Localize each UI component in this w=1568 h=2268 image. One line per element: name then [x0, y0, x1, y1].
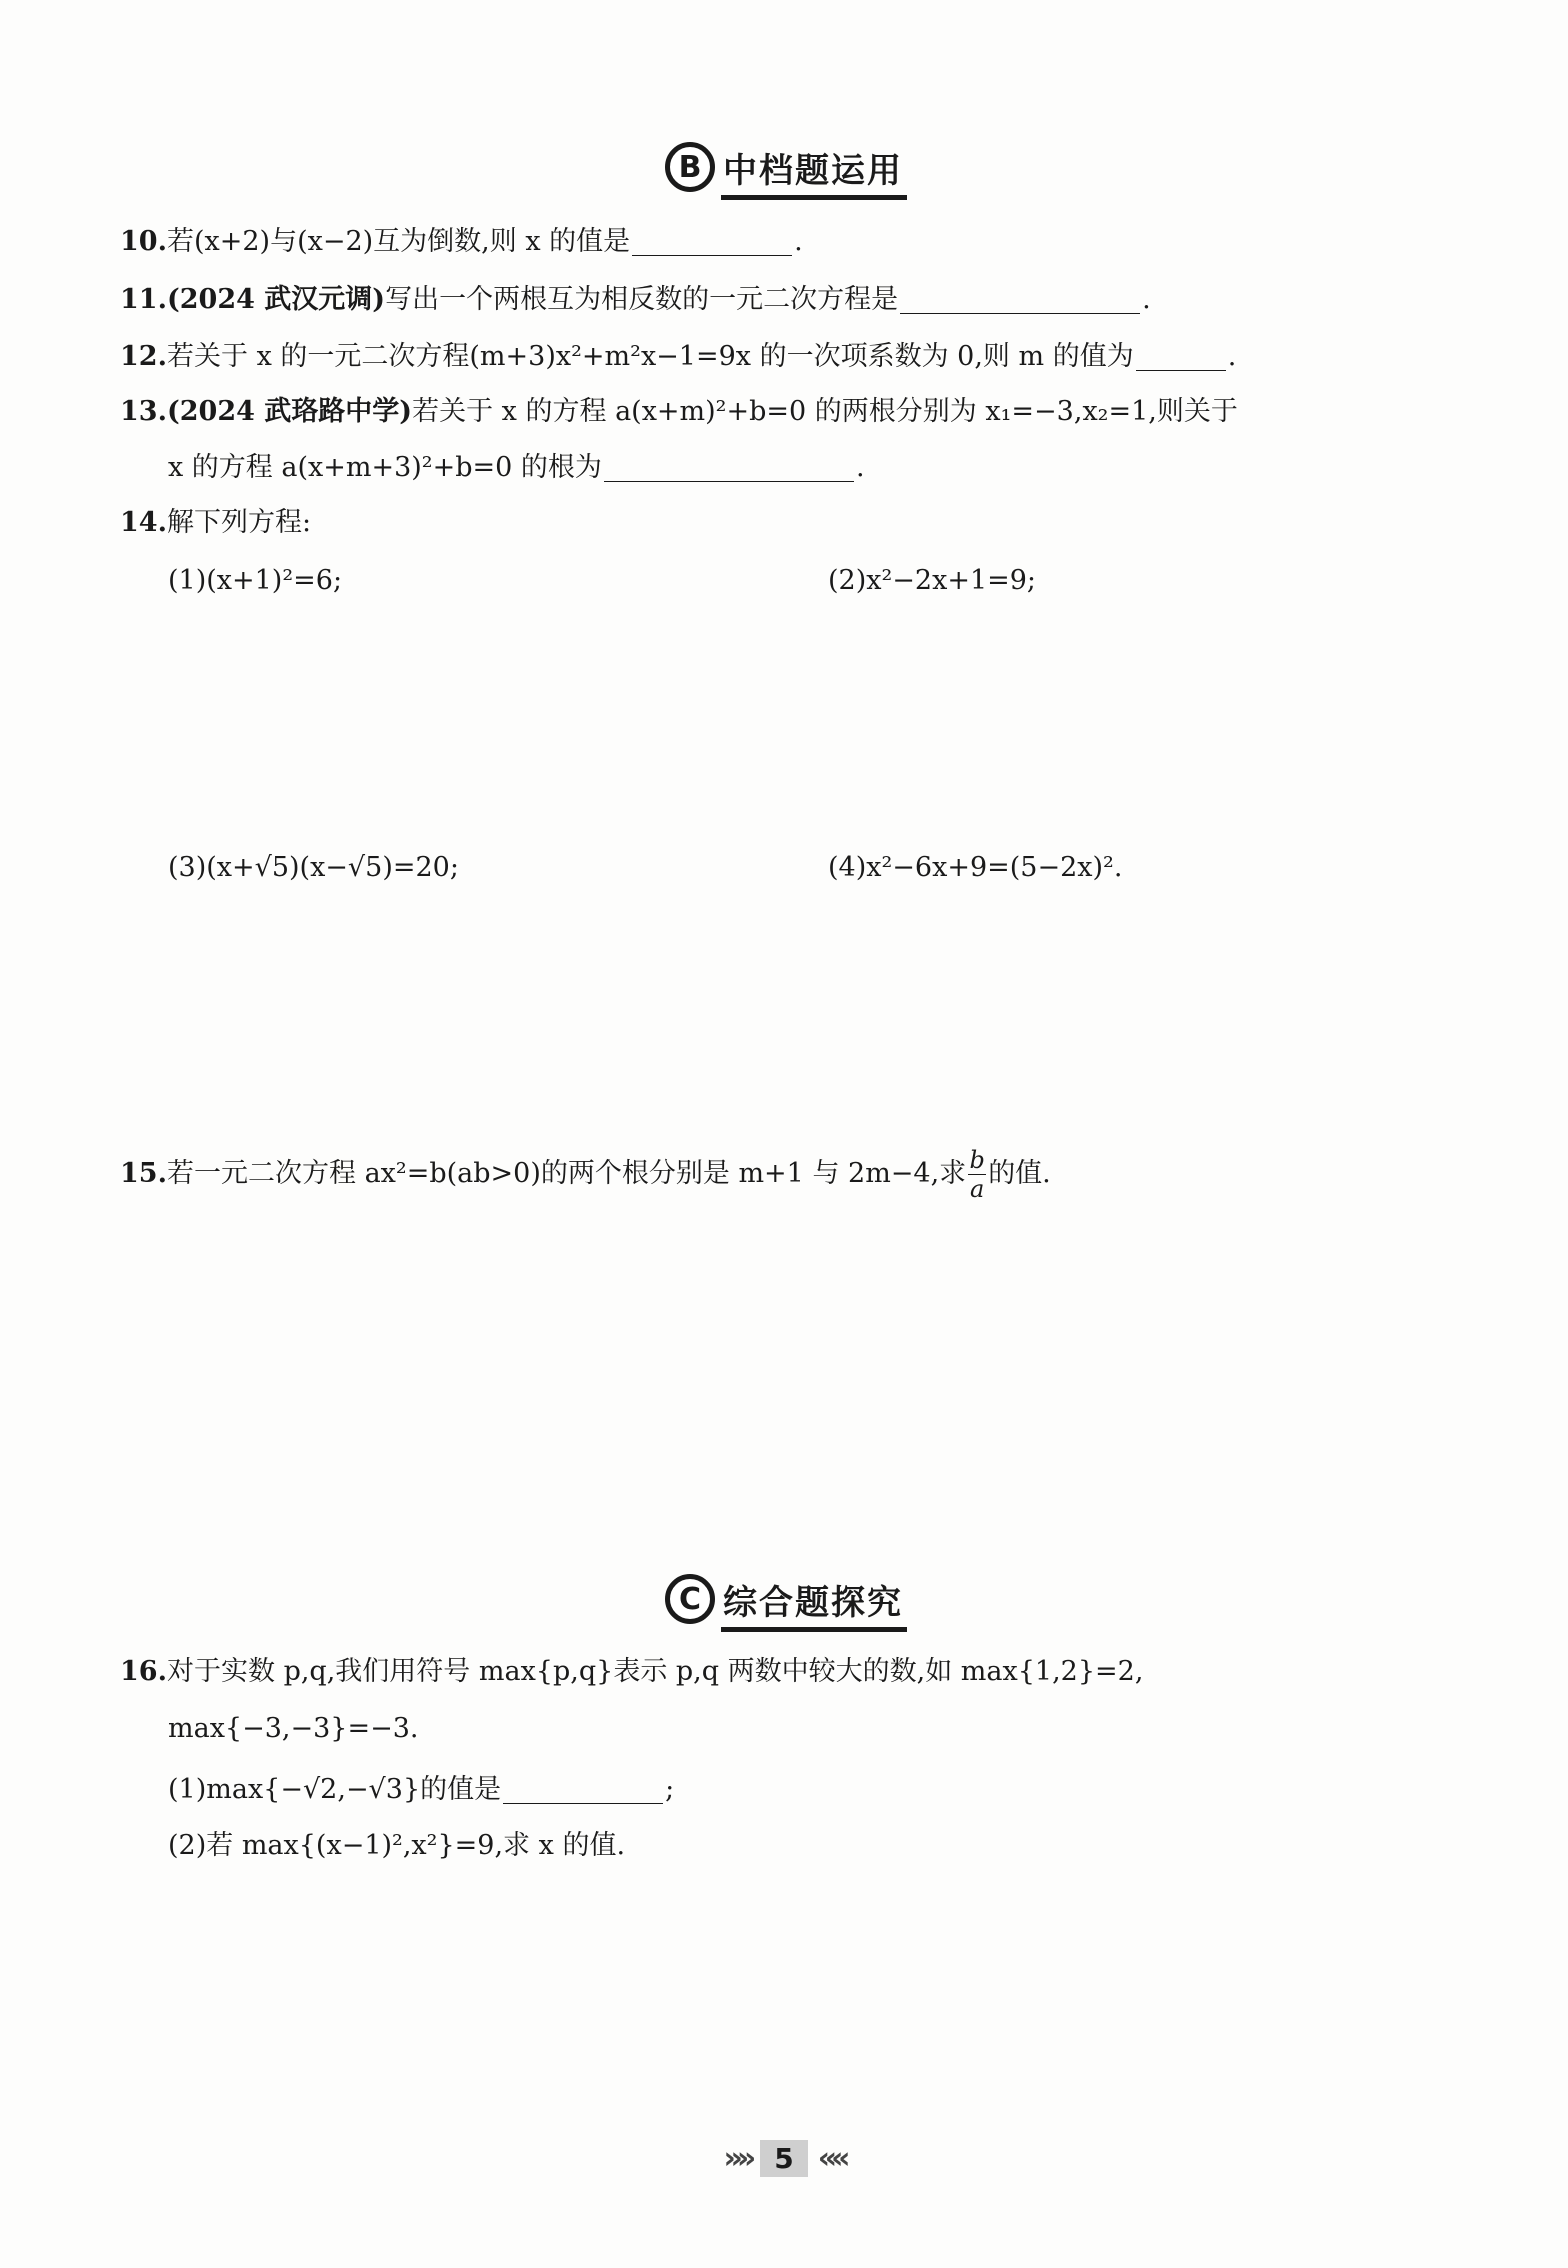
- question-10-answer-blank[interactable]: [632, 225, 792, 256]
- question-16-answer-blank[interactable]: [503, 1773, 663, 1804]
- question-15-fraction: [968, 1148, 986, 1201]
- page-number: 5: [760, 2140, 807, 2177]
- question-13-answer-blank[interactable]: [604, 451, 854, 482]
- question-11: [120, 280, 1151, 320]
- question-13-text: 若关于 x 的方程 a(x+m)²+b=0 的两根分别为 x₁=−3,x₂=1,则关于: [412, 396, 1238, 427]
- section-b-title: 中档题运用: [723, 150, 903, 191]
- question-14-number: 14.: [120, 507, 167, 538]
- question-11-end: .: [1142, 284, 1151, 315]
- question-13-number: 13.: [120, 396, 167, 427]
- section-b-underline: [721, 195, 907, 200]
- section-c-title: 综合题探究: [723, 1582, 903, 1623]
- section-b-badge: B: [665, 142, 715, 192]
- question-10-end: .: [794, 226, 803, 257]
- question-15-number: 15.: [120, 1158, 167, 1189]
- question-13-source: (2024 武珞路中学): [166, 396, 413, 427]
- question-16-part-1: [168, 1770, 674, 1810]
- question-16-part-2: (2)若 max{(x−1)²,x²}=9,求 x 的值.: [168, 1830, 626, 1861]
- question-12-text: 若关于 x 的一元二次方程(m+3)x²+m²x−1=9x 的一次项系数为 0,则 m 的值为: [166, 341, 1134, 372]
- question-16-text: 对于实数 p,q,我们用符号 max{p,q}表示 p,q 两数中较大的数,如 max{1,2}=2,: [166, 1656, 1144, 1687]
- fraction-denominator: a: [970, 1175, 985, 1203]
- question-11-source: (2024 武汉元调): [166, 284, 386, 315]
- question-11-text: 写出一个两根互为相反数的一元二次方程是: [385, 284, 899, 315]
- question-12-end: .: [1227, 341, 1237, 372]
- question-13-line-1: [120, 392, 1238, 432]
- question-13-line-2: [168, 448, 865, 488]
- question-14-part-1: (1)(x+1)²=6;: [168, 565, 343, 596]
- question-15-end: 的值.: [988, 1158, 1051, 1189]
- right-arrows-icon: ««: [817, 2141, 845, 2176]
- question-11-answer-blank[interactable]: [900, 283, 1140, 314]
- question-10: [120, 222, 803, 262]
- section-b-header: [0, 130, 1568, 210]
- question-14-part-3: (3)(x+√5)(x−√5)=20;: [168, 852, 459, 883]
- question-15-text: 若一元二次方程 ax²=b(ab>0)的两个根分别是 m+1 与 2m−4,求: [166, 1158, 967, 1189]
- page-footer: [0, 2140, 1568, 2177]
- left-arrows-icon: »»: [723, 2141, 751, 2176]
- fraction-numerator: b: [969, 1146, 985, 1174]
- question-14-part-2: (2)x²−2x+1=9;: [828, 565, 1037, 596]
- question-14: [120, 503, 311, 543]
- section-c-underline: [721, 1627, 907, 1632]
- section-c-header: [0, 1562, 1568, 1642]
- question-16-line-1: [120, 1652, 1143, 1692]
- question-13-end: .: [855, 452, 865, 483]
- question-16-line-2: max{−3,−3}=−3.: [168, 1713, 419, 1744]
- question-10-text: 若(x+2)与(x−2)互为倒数,则 x 的值是: [166, 226, 631, 257]
- question-12-answer-blank[interactable]: [1136, 340, 1226, 371]
- section-c-badge: C: [665, 1574, 715, 1624]
- question-12: [120, 337, 1236, 377]
- question-16-number: 16.: [120, 1656, 167, 1687]
- question-16-part-1-end: ;: [665, 1774, 675, 1805]
- question-13-text-2: x 的方程 a(x+m+3)²+b=0 的根为: [168, 452, 602, 483]
- question-14-part-4: (4)x²−6x+9=(5−2x)².: [828, 852, 1123, 883]
- question-11-number: 11.: [120, 284, 167, 315]
- question-10-number: 10.: [120, 226, 167, 257]
- question-12-number: 12.: [120, 341, 167, 372]
- question-15: [120, 1148, 1051, 1201]
- question-16-part-1-text: (1)max{−√2,−√3}的值是: [168, 1774, 502, 1805]
- question-14-text: 解下列方程:: [166, 507, 312, 538]
